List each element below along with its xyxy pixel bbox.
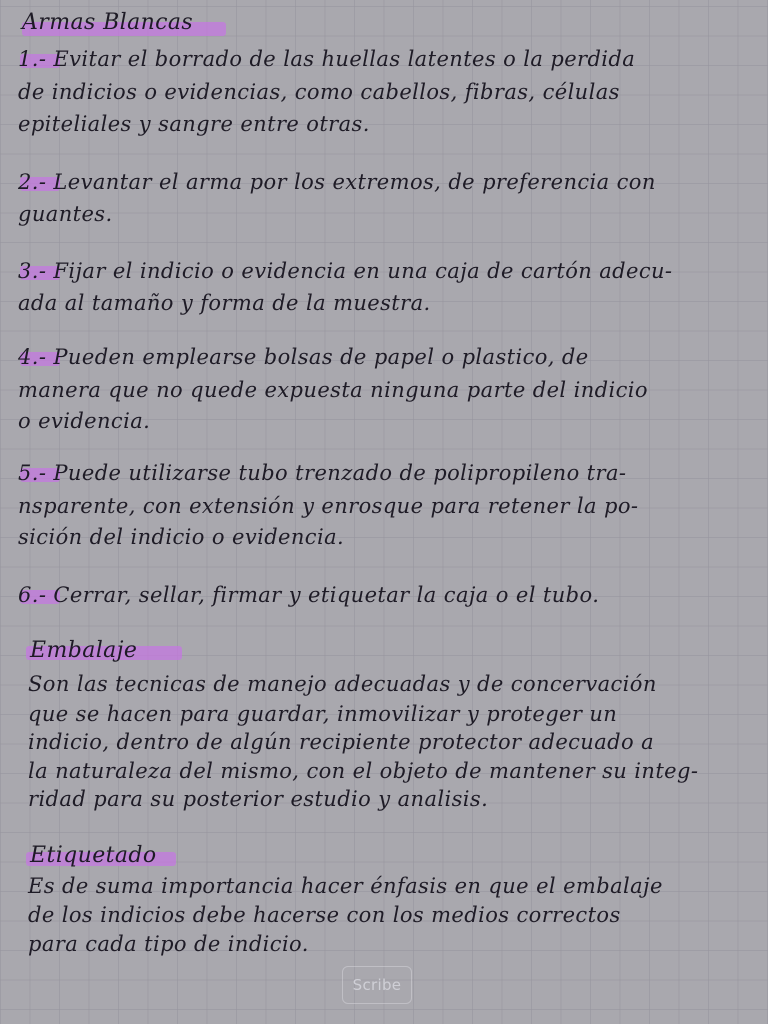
- embalaje-line-3: indicio, dentro de algún recipiente protector adecuado a: [28, 730, 655, 754]
- item-4-line-3: o evidencia.: [18, 409, 151, 433]
- etiquetado-line-1: Es de suma importancia hacer énfasis en que el embalaje: [28, 874, 663, 898]
- item-4-line-1: 4.- Pueden emplearse bolsas de papel o plastico, de: [18, 345, 589, 369]
- scribe-watermark: Scribe: [342, 966, 412, 1004]
- item-3-line-2: ada al tamaño y forma de la muestra.: [18, 291, 431, 315]
- item-2-line-2: guantes.: [18, 202, 113, 226]
- item-2-line-1: 2.- Levantar el arma por los extremos, de preferencia con: [18, 170, 656, 194]
- etiquetado-line-3: para cada tipo de indicio.: [28, 932, 309, 956]
- item-5-line-2: nsparente, con extensión y enrosque para retener la po-: [18, 494, 639, 518]
- etiquetado-heading: Etiquetado: [30, 843, 157, 868]
- item-5-line-3: sición del indicio o evidencia.: [18, 525, 345, 549]
- item-1-line-2: de indicios o evidencias, como cabellos, fibras, células: [18, 80, 620, 104]
- item-5-line-1: 5.- Puede utilizarse tubo trenzado de polipropileno tra-: [18, 461, 627, 485]
- page-title: Armas Blancas: [22, 10, 194, 35]
- embalaje-line-5: ridad para su posterior estudio y analisis.: [28, 787, 489, 811]
- embalaje-line-2: que se hacen para guardar, inmovilizar y proteger un: [28, 702, 618, 726]
- item-6-line-1: 6.- Cerrar, sellar, firmar y etiquetar la caja o el tubo.: [18, 583, 600, 607]
- item-1-line-3: epiteliales y sangre entre otras.: [18, 112, 370, 136]
- item-1-line-1: 1.- Evitar el borrado de las huellas latentes o la perdida: [18, 47, 636, 71]
- embalaje-line-1: Son las tecnicas de manejo adecuadas y de concervación: [28, 672, 657, 696]
- embalaje-heading: Embalaje: [30, 638, 138, 663]
- etiquetado-line-2: de los indicios debe hacerse con los medios correctos: [28, 903, 621, 927]
- embalaje-line-4: la naturaleza del mismo, con el objeto de mantener su integ-: [28, 759, 699, 783]
- item-4-line-2: manera que no quede expuesta ninguna parte del indicio: [18, 378, 648, 402]
- item-3-line-1: 3.- Fijar el indicio o evidencia en una caja de cartón adecu-: [18, 259, 673, 283]
